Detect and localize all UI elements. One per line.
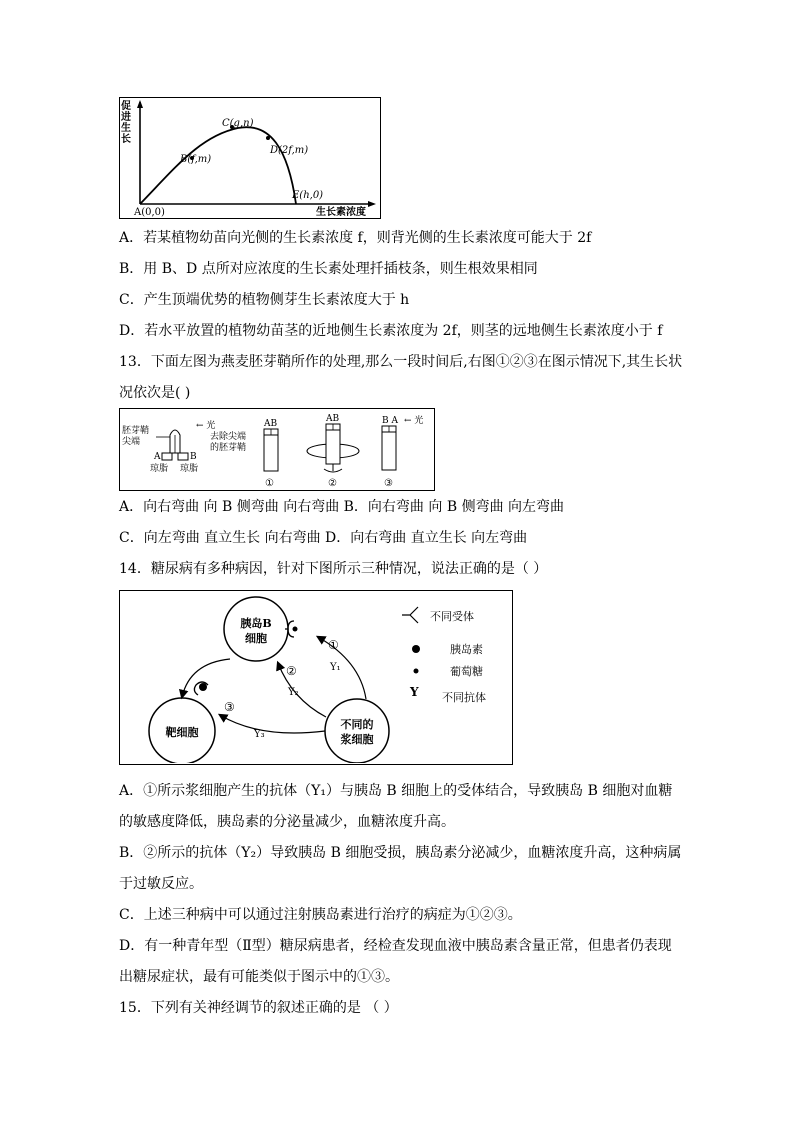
agar-label-right: 琼脂 bbox=[180, 464, 199, 474]
y-axis-label-vertical: 促 进 生 长 bbox=[121, 101, 131, 145]
x-axis-arrow bbox=[368, 201, 376, 207]
q12-option-a[interactable]: A．若某植物幼苗向光侧的生长素浓度 f，则背光侧的生长素浓度可能大于 2f bbox=[119, 230, 592, 246]
agar-label-left: 琼脂 bbox=[150, 464, 169, 474]
q14-option-b-line2: 于过敏反应。 bbox=[119, 876, 203, 892]
tip-label-1: 胚芽鞘 bbox=[122, 426, 150, 436]
plasma-cell bbox=[325, 699, 389, 763]
diabetes-figure bbox=[119, 590, 513, 765]
point-a-label: A(0,0) bbox=[134, 207, 165, 217]
growth-curve-line bbox=[140, 127, 296, 204]
point-e-label: E(h,0) bbox=[292, 190, 324, 201]
glucose-dot bbox=[293, 627, 298, 632]
plasma-cell-label-1: 不同的 bbox=[340, 718, 374, 731]
label-y2: Y₂ bbox=[288, 687, 299, 698]
legend-antibody-symbol: Y bbox=[410, 685, 419, 699]
q13-stem-line2: 况依次是( ) bbox=[119, 385, 191, 401]
tip-label-2: 尖端 bbox=[122, 437, 141, 447]
legend-receptor-label: 不同受体 bbox=[430, 610, 474, 623]
q13-options-line1[interactable]: A．向右弯曲 向 B 侧弯曲 向右弯曲 B．向右弯曲 向 B 侧弯曲 向左弯曲 bbox=[119, 499, 565, 515]
q13-stem-line1: 13．下面左图为燕麦胚芽鞘所作的处理,那么一段时间后,右图①②③在图示情况下,其生长状 bbox=[119, 354, 683, 370]
point-c-label: C(g,n) bbox=[222, 118, 254, 129]
plasma-cell-label-2: 浆细胞 bbox=[340, 733, 374, 746]
q14-option-a-line2: 的敏感度降低，胰岛素的分泌量减少，血糖浓度升高。 bbox=[119, 814, 455, 830]
removed-tip-label-1: 去除尖端 bbox=[210, 432, 247, 442]
point-b-label: B(f,m) bbox=[180, 154, 212, 165]
removed-tip-label-2: 的胚芽鞘 bbox=[210, 443, 247, 453]
y-axis-label-stack bbox=[121, 101, 135, 145]
diabetes-svg bbox=[120, 591, 511, 763]
point-d-label: D(2f,m) bbox=[270, 145, 309, 156]
q14-option-d-line2: 出糖尿症状，最有可能类似于图示中的①③。 bbox=[119, 969, 399, 985]
light-arrow-label: ← 光 bbox=[196, 421, 216, 431]
target-cell-label: 靶细胞 bbox=[165, 726, 199, 739]
antibody-y1-arrow bbox=[318, 637, 366, 699]
q12-option-c[interactable]: C．产生顶端优势的植物侧芽生长素浓度大于 h bbox=[119, 292, 410, 308]
x-axis-label: 生长素浓度 bbox=[316, 207, 366, 217]
label-y1: Y₁ bbox=[330, 662, 341, 673]
fig3-light-label: ← 光 bbox=[404, 416, 424, 426]
fig2-blocks-label: AB bbox=[326, 414, 340, 424]
q14-option-a-line1[interactable]: A．①所示浆细胞产生的抗体（Y₁）与胰岛 B 细胞上的受体结合，导致胰岛 B 细胞对血糖 bbox=[119, 783, 673, 799]
agar-b-letter: B bbox=[190, 452, 197, 462]
growth-curve-svg bbox=[120, 98, 379, 217]
fig3-blocks-label: B A bbox=[382, 416, 398, 426]
label-num2: ② bbox=[286, 664, 297, 678]
agar-a-letter: A bbox=[154, 452, 161, 462]
antibody-y3-arrow bbox=[220, 715, 325, 733]
q12-option-b[interactable]: B．用 B、D 点所对应浓度的生长素处理扦插枝条，则生根效果相同 bbox=[119, 261, 538, 277]
q14-stem: 14．糖尿病有多种病因，针对下图所示三种情况，说法正确的是（ ） bbox=[119, 561, 548, 577]
legend-insulin-label: 胰岛素 bbox=[450, 643, 483, 656]
fig3-coleoptile bbox=[382, 432, 396, 470]
agar-block-b bbox=[178, 453, 188, 460]
legend-glucose-label: 葡萄糖 bbox=[450, 665, 483, 678]
label-num3: ③ bbox=[224, 700, 235, 714]
q14-option-d-line1[interactable]: D．有一种青年型（Ⅱ型）糖尿病患者，经检查发现血液中胰岛素含量正常，但患者仍表现 bbox=[119, 938, 672, 954]
q14-option-b-line1[interactable]: B．②所示的抗体（Y₂）导致胰岛 B 细胞受损，胰岛素分泌减少，血糖浓度升高，这种病属 bbox=[119, 845, 682, 861]
q12-option-d[interactable]: D．若水平放置的植物幼苗茎的近地侧生长素浓度为 2f，则茎的远地侧生长素浓度小于 f bbox=[119, 323, 663, 339]
q13-options-line2[interactable]: C．向左弯曲 直立生长 向右弯曲 D．向右弯曲 直立生长 向左弯曲 bbox=[119, 530, 528, 546]
fig1-coleoptile bbox=[264, 435, 278, 471]
legend-insulin-symbol bbox=[412, 645, 420, 653]
q15-stem: 15．下列有关神经调节的叙述正确的是 （ ） bbox=[119, 1000, 398, 1016]
fig1-blocks-label: AB bbox=[264, 419, 278, 429]
fig3-number: ③ bbox=[384, 478, 393, 489]
growth-curve-figure bbox=[119, 97, 381, 219]
coleoptile-svg bbox=[120, 409, 433, 489]
fig2-number: ② bbox=[328, 478, 337, 489]
insulin-dot bbox=[199, 683, 207, 691]
agar-block-a bbox=[162, 453, 172, 460]
insulin-secretion-arrow bbox=[182, 659, 230, 697]
q14-option-c[interactable]: C．上述三种病中可以通过注射胰岛素进行治疗的病症为①②③。 bbox=[119, 907, 522, 923]
point-d-marker bbox=[266, 136, 270, 140]
islet-cell-label-1: 胰岛B bbox=[240, 617, 272, 630]
fig1-number: ① bbox=[265, 478, 274, 489]
islet-cell-label-2: 细胞 bbox=[245, 632, 267, 645]
legend-glucose-symbol bbox=[414, 669, 419, 674]
legend-receptor-symbol bbox=[402, 607, 418, 623]
label-num1: ① bbox=[328, 638, 339, 652]
light-label-text: 光 bbox=[206, 421, 216, 431]
legend-antibody-label: 不同抗体 bbox=[442, 691, 486, 704]
y-axis-arrow bbox=[137, 100, 143, 108]
coleoptile-figure bbox=[119, 408, 435, 491]
label-y3: Y₃ bbox=[254, 729, 265, 740]
fig2-coleoptile bbox=[326, 430, 340, 464]
fig3-light-text: 光 bbox=[414, 416, 424, 426]
